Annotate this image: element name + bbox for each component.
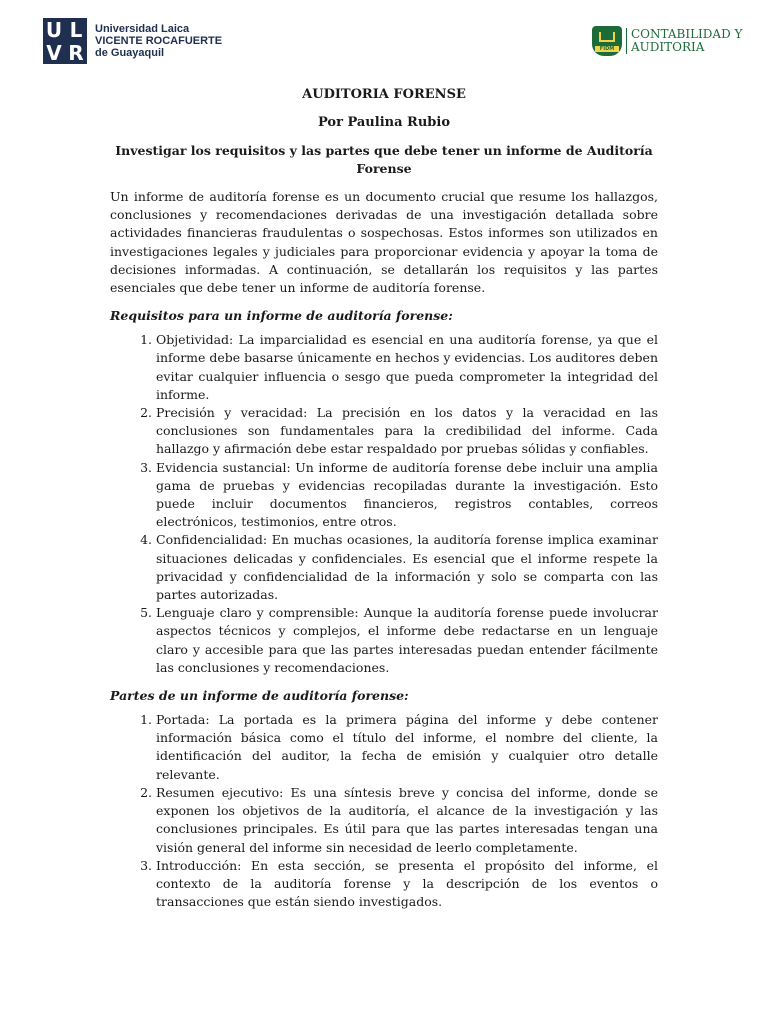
list-item: 2. Precisión y veracidad: La precisión en los datos y la veracidad en las conclusiones son fundamentales para la credibilidad del informe. Cada hallazgo y afirmación debe estar respaldado por pruebas sólidas y confiables. <box>156 404 658 459</box>
logo-letter: R <box>68 40 84 65</box>
faculty-name-line1: CONTABILIDAD Y <box>631 27 743 41</box>
logo-letter: L <box>69 17 83 42</box>
list-item: 3. Introducción: En esta sección, se presenta el propósito del informe, el contexto de la auditoría forense y la descripción de los eventos o transacciones que están siendo investigados. <box>156 857 658 912</box>
document-title: AUDITORIA FORENSE <box>302 87 466 102</box>
list-item: 3. Evidencia sustancial: Un informe de auditoría forense debe incluir una amplia gama de pruebas y evidencias recopiladas durante la investigación. Esto puede incluir documentos financieros, registros contables, correos electrónicos, testimonios, entre otros. <box>156 459 658 532</box>
fidm-book-icon <box>592 26 622 56</box>
requisitos-heading: Requisitos para un informe de auditoría forense: <box>110 308 453 324</box>
university-name-line3: de Guayaquil <box>95 47 165 59</box>
logo-letter: V <box>46 40 62 65</box>
requisitos-list <box>110 331 658 677</box>
partes-heading: Partes de un informe de auditoría forense: <box>110 688 409 704</box>
list-item: 2. Resumen ejecutivo: Es una síntesis breve y concisa del informe, donde se exponen los objetivos de la auditoría, el alcance de la investigación y las conclusiones principales. Es útil para que las partes interesadas tengan una visión general del informe sin necesidad de leerlo completamente. <box>156 784 658 857</box>
faculty-logo <box>592 26 742 56</box>
list-item: 1. Portada: La portada es la primera página del informe y debe contener información básica como el título del informe, el nombre del cliente, la identificación del auditor, la fecha de emisión y cualquier otro detalle relevante. <box>156 711 658 784</box>
fidm-badge: FIDM <box>595 46 619 52</box>
university-name <box>95 23 222 59</box>
faculty-name <box>626 28 742 54</box>
list-item: 4. Confidencialidad: En muchas ocasiones, la auditoría forense implica examinar situaciones delicadas y confidenciales. Es esencial que el informe respete la privacidad y confidencialidad de la información y solo se comparta con las partes autorizadas. <box>156 531 658 604</box>
faculty-name-line2: AUDITORIA <box>631 40 705 54</box>
university-logo <box>43 18 222 64</box>
logo-letter: U <box>45 17 63 42</box>
university-name-line2: VICENTE ROCAFUERTE <box>95 35 223 47</box>
university-name-line1: Universidad Laica <box>95 23 190 35</box>
document-subtitle: Investigar los requisitos y las partes que debe tener un informe de Auditoría Forense <box>115 143 653 176</box>
ulvr-logo-mark <box>43 18 87 64</box>
list-item: 5. Lenguaje claro y comprensible: Aunque la auditoría forense puede involucrar aspectos técnicos y complejos, el informe debe redactarse en un lenguaje claro y accesible para que las partes interesadas puedan entender fácilmente las conclusiones y recomendaciones. <box>156 604 658 677</box>
intro-paragraph: Un informe de auditoría forense es un documento crucial que resume los hallazgos, conclusiones y recomendaciones derivadas de una investigación detallada sobre actividades financieras fraudulentas o sospechosas. Estos informes son utilizados en investigaciones legales y judiciales para proporcionar evidencia y apoyar la toma de decisiones informadas. A continuación, se detallarán los requisitos y las partes esenciales que debe tener un informe de auditoría forense. <box>110 189 658 296</box>
document-author: Por Paulina Rubio <box>317 115 450 130</box>
document-body <box>110 86 658 911</box>
partes-list <box>110 711 658 911</box>
list-item: 1. Objetividad: La imparcialidad es esencial en una auditoría forense, ya que el informe debe basarse únicamente en hechos y evidencias. Los auditores deben evitar cualquier influencia o sesgo que pueda comprometer la integridad del informe. <box>156 331 658 404</box>
